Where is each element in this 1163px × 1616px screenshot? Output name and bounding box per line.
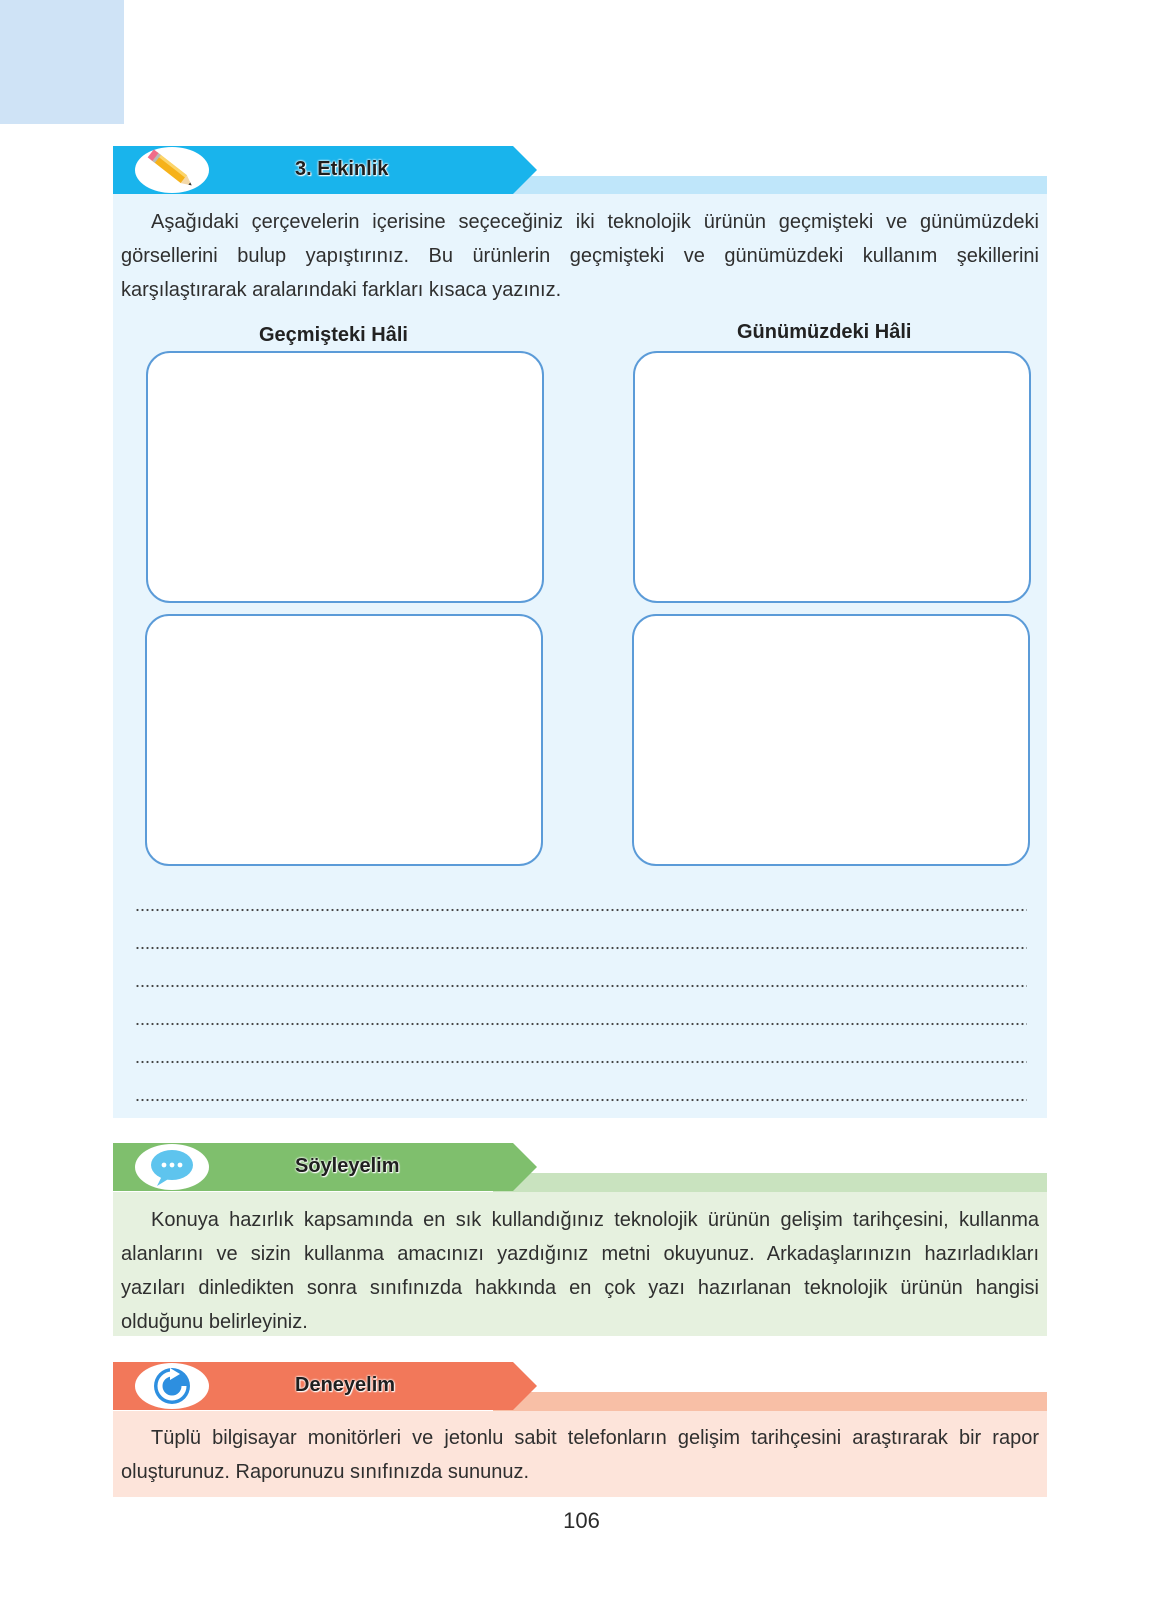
page-number: 106 [563,1508,600,1533]
answer-line[interactable] [135,1021,1027,1027]
speak-text [121,1203,1039,1339]
banner-strip [493,176,1047,196]
banner-strip [493,1392,1047,1412]
answer-line[interactable] [135,1097,1027,1103]
answer-line[interactable] [135,1059,1027,1065]
image-frame-present-2[interactable] [632,614,1030,866]
activity-instructions [121,205,1039,307]
image-frame-past-2[interactable] [145,614,543,866]
column-heading-past: Geçmişteki Hâli [259,324,408,346]
answer-line[interactable] [135,945,1027,951]
speak-banner [113,1143,1047,1193]
refresh-icon [135,1363,209,1409]
banner-strip [493,1173,1047,1193]
activity-banner [113,146,1047,196]
answer-line[interactable] [135,907,1027,913]
experiment-text [121,1421,1039,1489]
pencil-icon [135,147,209,193]
activity-title: 3. Etkinlik [295,158,389,180]
banner-icon-holder [135,147,209,193]
banner-icon-holder [135,1363,209,1409]
corner-tab [0,0,124,124]
image-frame-present-1[interactable] [633,351,1031,603]
experiment-banner [113,1362,1047,1412]
image-frame-past-1[interactable] [146,351,544,603]
speak-title: Söyleyelim [295,1155,400,1177]
experiment-text-body: Tüplü bilgisayar monitörleri ve jetonlu sabit telefonların gelişim tarihçesini araştırarak bir rapor oluşturunuz. Raporunuzu sınıfınızda sununuz. [121,1427,1039,1483]
experiment-title: Deneyelim [295,1374,396,1396]
answer-line[interactable] [135,983,1027,989]
speech-bubble-icon [135,1144,209,1190]
speak-text-body: Konuya hazırlık kapsamında en sık kullandığınız teknolojik ürünün gelişim tarihçesini, kullanma alanlarını ve sizin kullanma amacınızı yazdığınız metni okuyunuz. Arkadaşlarınızın hazırladıkları yazıları dinledikten sonra sınıfınızda hakkında en çok yazı hazırlanan teknolojik ürünün hangisi olduğunu belirleyiniz. [121,1209,1039,1333]
banner-icon-holder [135,1144,209,1190]
activity-instructions-text: Aşağıdaki çerçevelerin içerisine seçeceğiniz iki teknolojik ürünün geçmişteki ve günümüzdeki görsellerini bulup yapıştırınız. Bu ürünlerin geçmişteki ve günümüzdeki kullanım şekillerini karşılaştırarak aralarındaki farkları kısaca yazınız. [121,211,1039,301]
column-heading-present: Günümüzdeki Hâli [737,321,912,343]
